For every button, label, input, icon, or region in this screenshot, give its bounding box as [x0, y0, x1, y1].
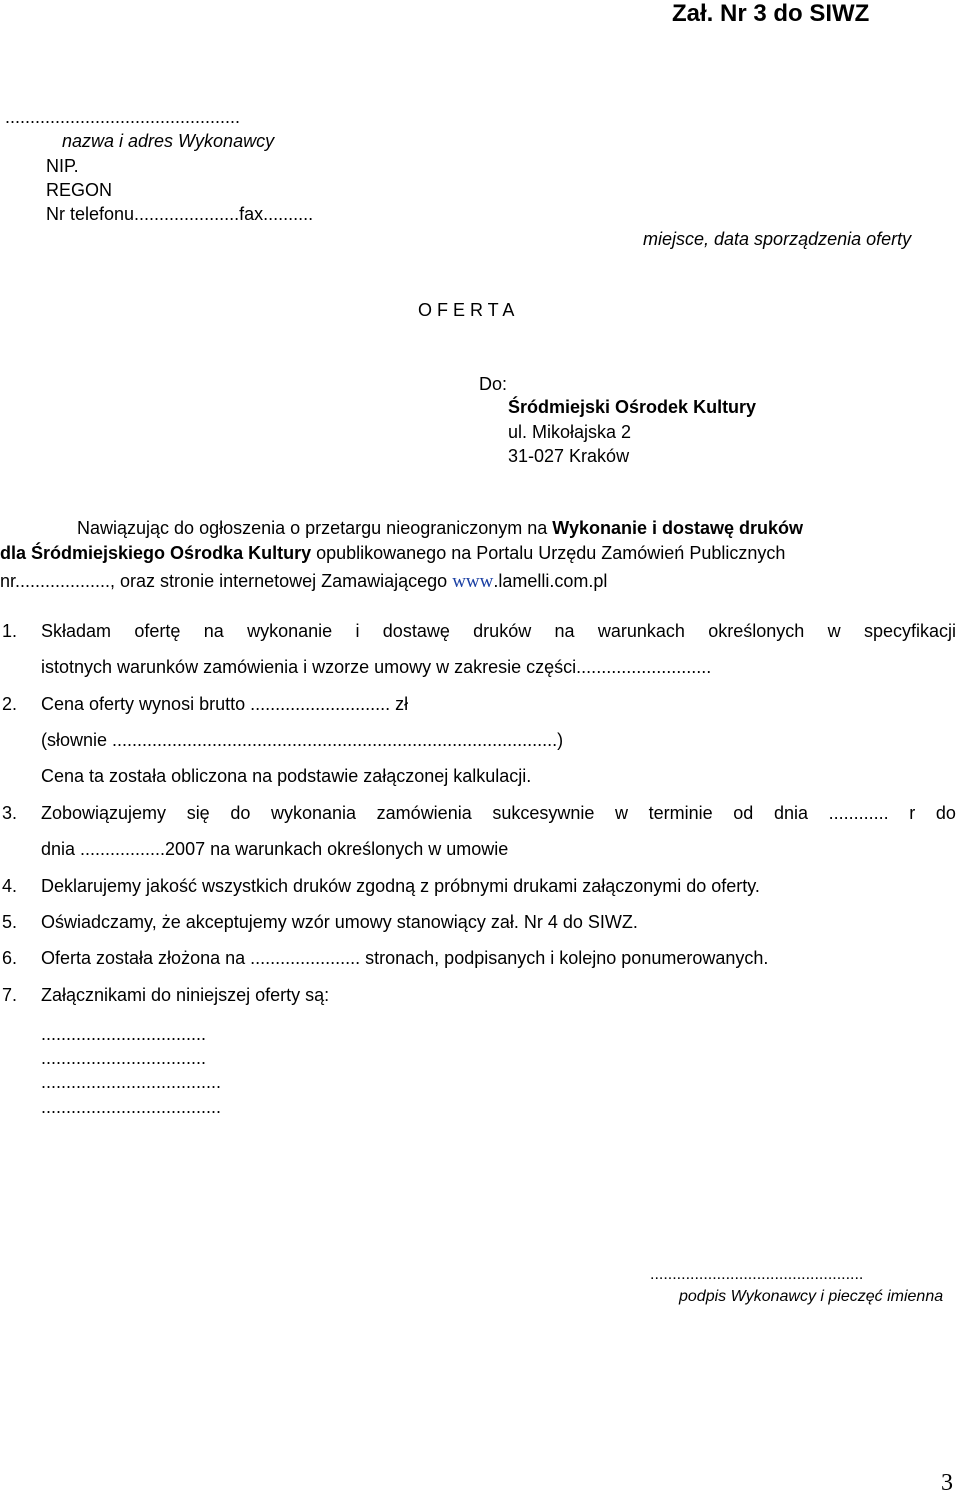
- item-3-line-1: [41, 804, 956, 822]
- word: określonych: [708, 621, 805, 641]
- signature-label: podpis Wykonawcy i pieczęć imienna: [679, 1288, 944, 1305]
- word: dostawę: [382, 621, 450, 641]
- intro-line-2: [0, 544, 785, 562]
- item-3-line-2: dnia .................2007 na warunkach określonych w umowie: [41, 839, 509, 859]
- word: r: [909, 803, 916, 823]
- item-number: 4.: [2, 876, 18, 896]
- website-link-prefix[interactable]: www: [452, 571, 494, 592]
- recipient-to-label: Do:: [479, 374, 508, 394]
- word: warunkach: [597, 621, 685, 641]
- item-4-line-1: Deklarujemy jakość wszystkich druków zgodną z próbnymi drukami załączonymi do oferty.: [41, 876, 760, 896]
- item-2-line-1: Cena oferty wynosi brutto ............................ zł: [41, 694, 409, 714]
- word: druków: [473, 621, 532, 641]
- website-link[interactable]: .lamelli.com.pl: [493, 571, 608, 591]
- phone-fax-label: Nr telefonu.....................fax..........: [46, 204, 314, 224]
- word: terminie: [648, 803, 713, 823]
- word: na: [203, 621, 224, 641]
- word: ............: [828, 803, 889, 823]
- word: dnia: [773, 803, 808, 823]
- word: Składam: [41, 621, 112, 641]
- word: specyfikacji: [863, 621, 956, 641]
- recipient-street: ul. Mikołajska 2: [508, 422, 632, 442]
- word: do: [230, 803, 251, 823]
- item-number: 6.: [2, 948, 18, 968]
- word: wykonanie: [247, 621, 333, 641]
- item-2-line-2: (słownie .........................................................................................): [41, 730, 564, 750]
- intro-text: opublikowanego na Portalu Urzędu Zamówień Publicznych: [311, 543, 786, 563]
- item-5-line-1: Oświadczamy, że akceptujemy wzór umowy stanowiący zał. Nr 4 do SIWZ.: [41, 912, 638, 932]
- offer-title: O F E R T A: [418, 300, 515, 320]
- word: na: [554, 621, 575, 641]
- justified-text: [41, 622, 956, 640]
- word: się: [186, 803, 210, 823]
- attachment-header: Zał. Nr 3 do SIWZ: [672, 0, 870, 27]
- item-number: 2.: [2, 694, 18, 714]
- signature-dots: ................................................: [650, 1266, 864, 1283]
- justified-text: [41, 804, 956, 822]
- recipient-name: Śródmiejski Ośrodek Kultury: [508, 397, 757, 417]
- contracting-authority: dla Śródmiejskiego Ośrodka Kultury: [0, 543, 312, 563]
- word: i: [355, 621, 360, 641]
- item-7-line-1: Załącznikami do niniejszej oferty są:: [41, 985, 330, 1005]
- word: zamówienia: [376, 803, 472, 823]
- word: Zobowiązujemy: [41, 803, 167, 823]
- item-number: 7.: [2, 985, 18, 1005]
- item-number: 5.: [2, 912, 18, 932]
- nip-label: NIP.: [46, 156, 79, 176]
- attachment-line: ....................................: [41, 1097, 222, 1117]
- word: w: [615, 803, 629, 823]
- word: do: [935, 803, 956, 823]
- contractor-name-address-label: nazwa i adres Wykonawcy: [62, 131, 275, 151]
- attachment-line: .................................: [41, 1048, 207, 1068]
- intro-text: Nawiązując do ogłoszenia o przetargu nieograniczonym na: [77, 518, 553, 538]
- item-6-line-1: Oferta została złożona na ...................... stronach, podpisanych i kolejno ponumerowanych.: [41, 948, 769, 968]
- tender-subject: Wykonanie i dostawę druków: [552, 518, 803, 538]
- word: ofertę: [134, 621, 181, 641]
- item-1-line-1: [41, 622, 956, 640]
- recipient-city: 31-027 Kraków: [508, 446, 630, 466]
- attachment-line: .................................: [41, 1024, 207, 1044]
- page-number: 3: [941, 1470, 953, 1496]
- contractor-dots: ...............................................: [5, 107, 241, 127]
- intro-line-3: [0, 572, 607, 591]
- item-2-line-3: Cena ta została obliczona na podstawie załączonej kalkulacji.: [41, 766, 532, 786]
- regon-label: REGON: [46, 180, 113, 200]
- attachment-line: ....................................: [41, 1072, 222, 1092]
- word: w: [827, 621, 841, 641]
- place-date-label: miejsce, data sporządzenia oferty: [643, 229, 912, 249]
- item-1-line-2: istotnych warunków zamówienia i wzorze umowy w zakresie części...........................: [41, 657, 712, 677]
- item-number: 3.: [2, 803, 18, 823]
- word: sukcesywnie: [492, 803, 595, 823]
- intro-line-1: [77, 519, 803, 537]
- intro-text: nr..................., oraz stronie internetowej Zamawiającego: [0, 571, 453, 591]
- word: od: [733, 803, 754, 823]
- item-number: 1.: [2, 621, 18, 641]
- word: wykonania: [270, 803, 357, 823]
